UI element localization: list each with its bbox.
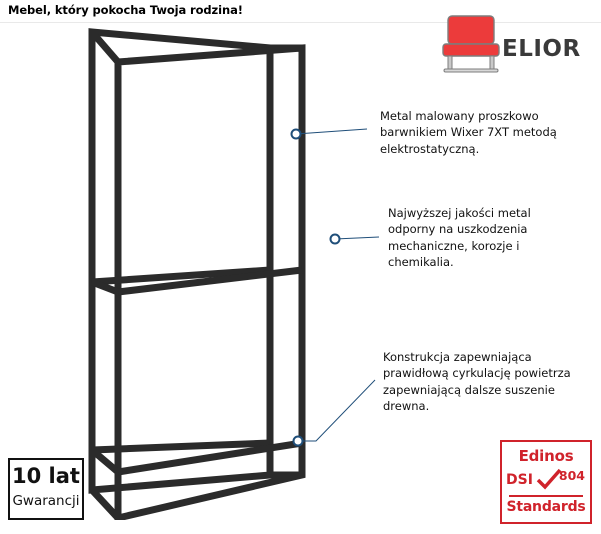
edinos-standards-label: Standards [506,499,586,515]
brand-logo [430,12,590,90]
banner-text: Mebel, który pokocha Twoja rodzina! [8,3,243,17]
warranty-years: 10 lat [12,464,80,488]
warranty-label: Gwarancji [12,493,80,509]
edinos-name: Edinos [518,447,574,465]
edinos-dsi-row [502,466,590,494]
edinos-standards-badge [500,440,592,524]
edinos-dsi-label: DSI [506,472,533,488]
red-chair-icon [440,12,502,74]
edinos-number: 804 [558,468,585,483]
product-image [40,20,370,520]
callout-material: Metal malowany proszkowo barwnikiem Wixer 7XT metodą elektrostatyczną. [380,109,557,156]
warranty-badge [8,458,84,520]
brand-name: ELIOR [502,36,581,62]
callout-quality: Najwyższej jakości metal odporny na uszkodzenia mechaniczne, korozje i chemikalia. [388,206,531,269]
firewood-rack-drawing [40,20,370,520]
callout-construction: Konstrukcja zapewniająca prawidłową cyrkulację powietrza zapewniającą dalsze suszenie drewna. [383,350,571,413]
edinos-divider [509,495,583,497]
